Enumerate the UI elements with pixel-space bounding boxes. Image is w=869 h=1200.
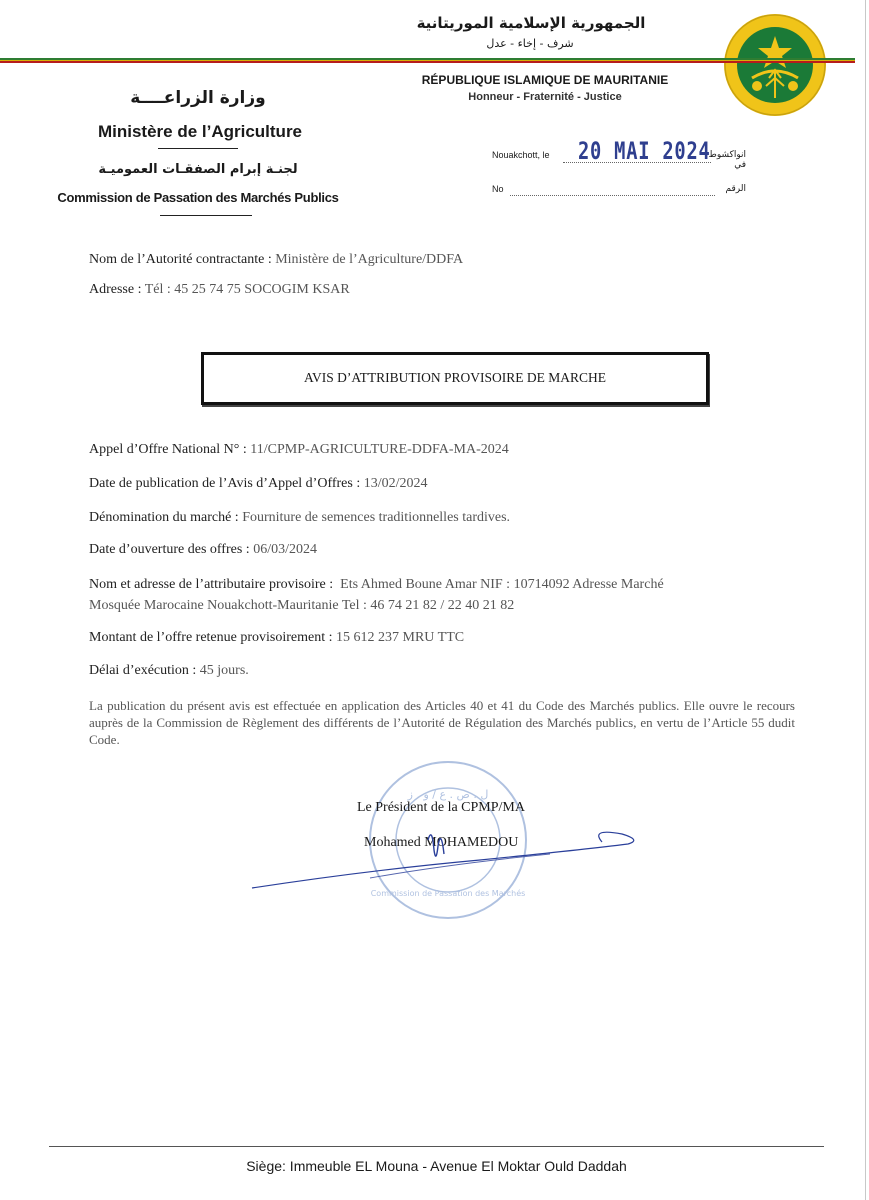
flag-color-band bbox=[0, 58, 855, 63]
signatory-name: Mohamed MOHAMEDOU bbox=[364, 835, 519, 850]
republic-name-arabic: الجمهورية الإسلامية الموريتانية bbox=[416, 14, 646, 32]
reference-number-label: No bbox=[492, 184, 504, 194]
opening-date-line: Date d’ouverture des offres : 06/03/2024 bbox=[89, 542, 317, 557]
market-name-line: Dénomination du marché : Fourniture de semences traditionnelles tardives. bbox=[89, 510, 511, 525]
svg-text:ل . ص . ع / و . ز: ل . ص . ع / و . ز bbox=[407, 788, 489, 801]
commission-name-french: Commission de Passation des Marchés Publics bbox=[57, 190, 339, 205]
national-seal bbox=[722, 12, 828, 118]
reference-number-line bbox=[510, 195, 715, 196]
svg-text:Commission de Passation des Ma: Commission de Passation des Marchés bbox=[370, 889, 526, 898]
motto-arabic: شرف - إخاء - عدل bbox=[486, 37, 574, 50]
republic-name-french: RÉPUBLIQUE ISLAMIQUE DE MAURITANIE bbox=[421, 73, 669, 87]
awardee-address-line: Mosquée Marocaine Nouakchott-Mauritanie Tel : 46 74 21 82 / 22 40 21 82 bbox=[89, 598, 515, 613]
header-divider bbox=[160, 215, 252, 216]
tender-number-line: Appel d’Offre National N° : 11/CPMP-AGRICULTURE-DDFA-MA-2024 bbox=[89, 442, 509, 457]
commission-name-arabic: لجنـة إبرام الصفقـات العموميـة bbox=[98, 162, 298, 177]
motto-french: Honneur - Fraternité - Justice bbox=[468, 91, 622, 103]
ministry-name-french: Ministère de l’Agriculture bbox=[97, 122, 303, 141]
legal-paragraph: La publication du présent avis est effectuée en application des Articles 40 et 41 du Code des Marchés publics. Elle ouvre le recours auprès de la Commission de Règlement des différents de l’Autorité de Régulation des Marchés publics, en vertu de l’Article 55 dudit Code. bbox=[89, 698, 795, 747]
ministry-name-arabic: وزارة الزراعــــة bbox=[130, 88, 266, 108]
authority-address-line: Adresse : Tél : 45 25 74 75 SOCOGIM KSAR bbox=[89, 282, 350, 297]
footer-divider bbox=[49, 1146, 824, 1147]
reference-number-label-arabic: الرقم bbox=[725, 184, 746, 194]
amount-line: Montant de l’offre retenue provisoirement : 15 612 237 MRU TTC bbox=[89, 630, 465, 645]
handwritten-signature bbox=[250, 820, 640, 900]
execution-delay-line: Délai d’exécution : 45 jours. bbox=[89, 663, 249, 678]
authority-name-line: Nom de l’Autorité contractante : Ministère de l’Agriculture/DDFA bbox=[89, 252, 464, 267]
place-date-label-arabic: انواكشوط في bbox=[708, 150, 746, 170]
notice-title: AVIS D’ATTRIBUTION PROVISOIRE DE MARCHE bbox=[303, 370, 606, 385]
place-date-label: Nouakchott, le bbox=[492, 150, 550, 160]
publication-date-line: Date de publication de l’Avis d’Appel d’Offres : 13/02/2024 bbox=[89, 476, 428, 491]
awardee-line: Nom et adresse de l’attributaire provisoire : Ets Ahmed Boune Amar NIF : 10714092 Adresse Marché bbox=[89, 577, 664, 592]
header-divider bbox=[158, 148, 238, 149]
footer-address: Siège: Immeuble EL Mouna - Avenue El Moktar Ould Daddah bbox=[246, 1158, 627, 1174]
date-stamp: 20 MAI 2024 bbox=[578, 137, 711, 165]
signatory-title: Le Président de la CPMP/MA bbox=[357, 800, 525, 815]
